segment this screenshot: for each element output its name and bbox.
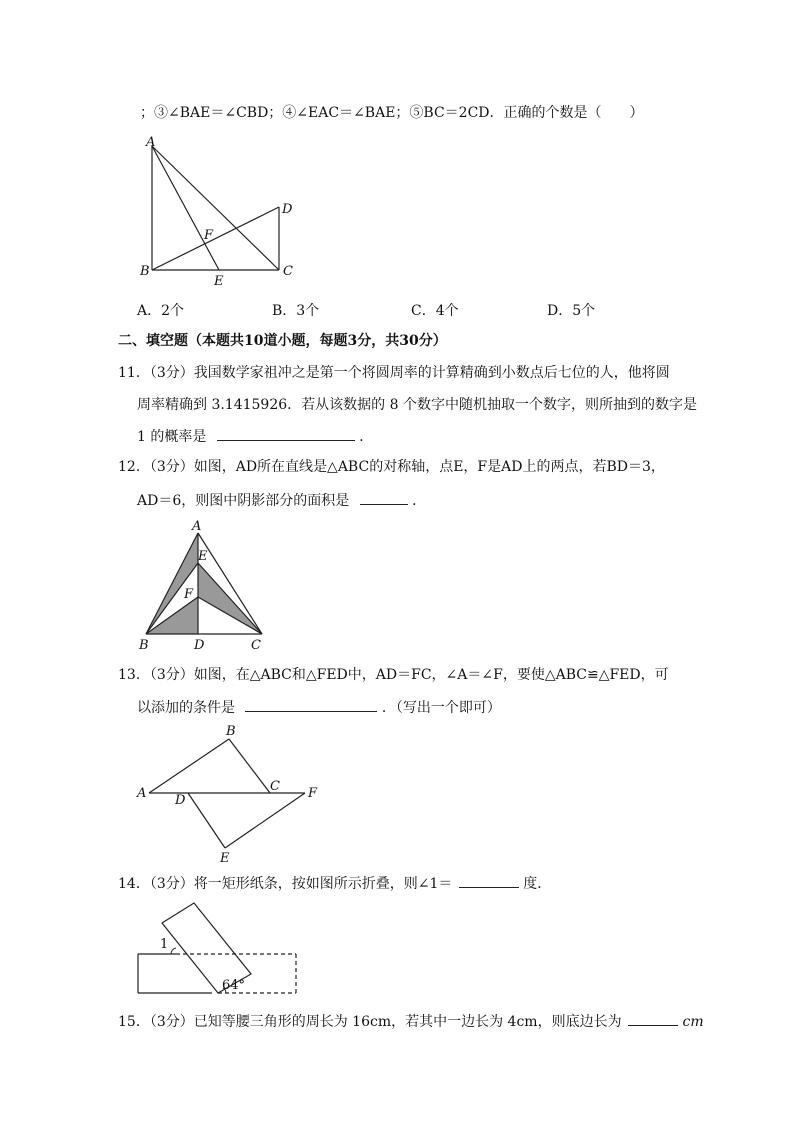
q15-pre: 15．（3分）已知等腰三角形的周长为 16cm，若其中一边长为 4cm，则底边长为 — [118, 1014, 622, 1030]
q10-option-b: B．3个 — [272, 303, 320, 319]
q12-label-b: B — [139, 638, 149, 653]
q14-post: 度． — [523, 876, 552, 892]
q12-line1: 12．（3分）如图，AD所在直线是△ABC的对称轴，点E，F是AD上的两点，若BD＝3， — [118, 459, 665, 475]
q10-label-d: D — [282, 202, 293, 217]
q13-label-a: A — [137, 786, 147, 801]
q10-label-f: F — [204, 228, 214, 243]
q10-label-e: E — [214, 274, 224, 289]
q12-label-d: D — [194, 638, 205, 653]
q14-angle1-label: 1 — [160, 937, 169, 952]
q14-angle64-label: 64° — [222, 978, 246, 993]
q13-line2-post: ．（写出一个即可） — [381, 700, 501, 716]
q13-label-d: D — [175, 793, 186, 808]
q11-line3-post: ． — [359, 429, 374, 445]
q11-line3-pre: 1 的概率是 — [137, 429, 207, 445]
q11-line2: 周率精确到 3.1415926．若从该数据的 8 个数字中随机抽取一个数字，则所抽到的数字是 — [137, 397, 697, 413]
q13-label-f: F — [308, 786, 318, 801]
q13-label-c: C — [270, 779, 280, 794]
q10-option-a: A．2个 — [137, 303, 185, 319]
q13-line1: 13．（3分）如图，在△ABC和△FED中，AD＝FC，∠A＝∠F，要使△ABC≌△FED，可 — [118, 667, 669, 683]
q13-label-e: E — [220, 851, 230, 866]
q10-option-d: D．5个 — [547, 303, 596, 319]
q14-pre: 14．（3分）将一矩形纸条，按如图所示折叠，则∠1＝ — [118, 876, 453, 892]
q10-option-c: C．4个 — [411, 303, 459, 319]
q12-label-f: F — [184, 587, 194, 602]
q12-label-c: C — [251, 638, 261, 653]
q10-label-b: B — [140, 264, 150, 279]
q13-line2-pre: 以添加的条件是 — [137, 700, 235, 716]
q15-post: cm — [682, 1014, 704, 1030]
q13-label-b: B — [226, 724, 236, 739]
q12-line2-pre: AD＝6，则图中阴影部分的面积是 — [137, 493, 350, 509]
q10-tail-text: ；③∠BAE＝∠CBD；④∠EAC＝∠BAE；⑤BC＝2CD．正确的个数是（ ） — [140, 105, 644, 121]
section2-title: 二、填空题（本题共10道小题，每题3分，共30分） — [118, 333, 447, 349]
q12-line2-post: ． — [412, 493, 427, 509]
q11-line1: 11．（3分）我国数学家祖冲之是第一个将圆周率的计算精确到小数点后七位的人，他将圆 — [118, 365, 670, 381]
q10-label-c: C — [283, 264, 293, 279]
q15-answer-blank[interactable] — [628, 1010, 678, 1026]
q12-label-e: E — [198, 549, 208, 564]
q15-line — [118, 1010, 704, 1032]
q10-label-a: A — [146, 135, 156, 150]
q12-label-a: A — [192, 519, 202, 534]
